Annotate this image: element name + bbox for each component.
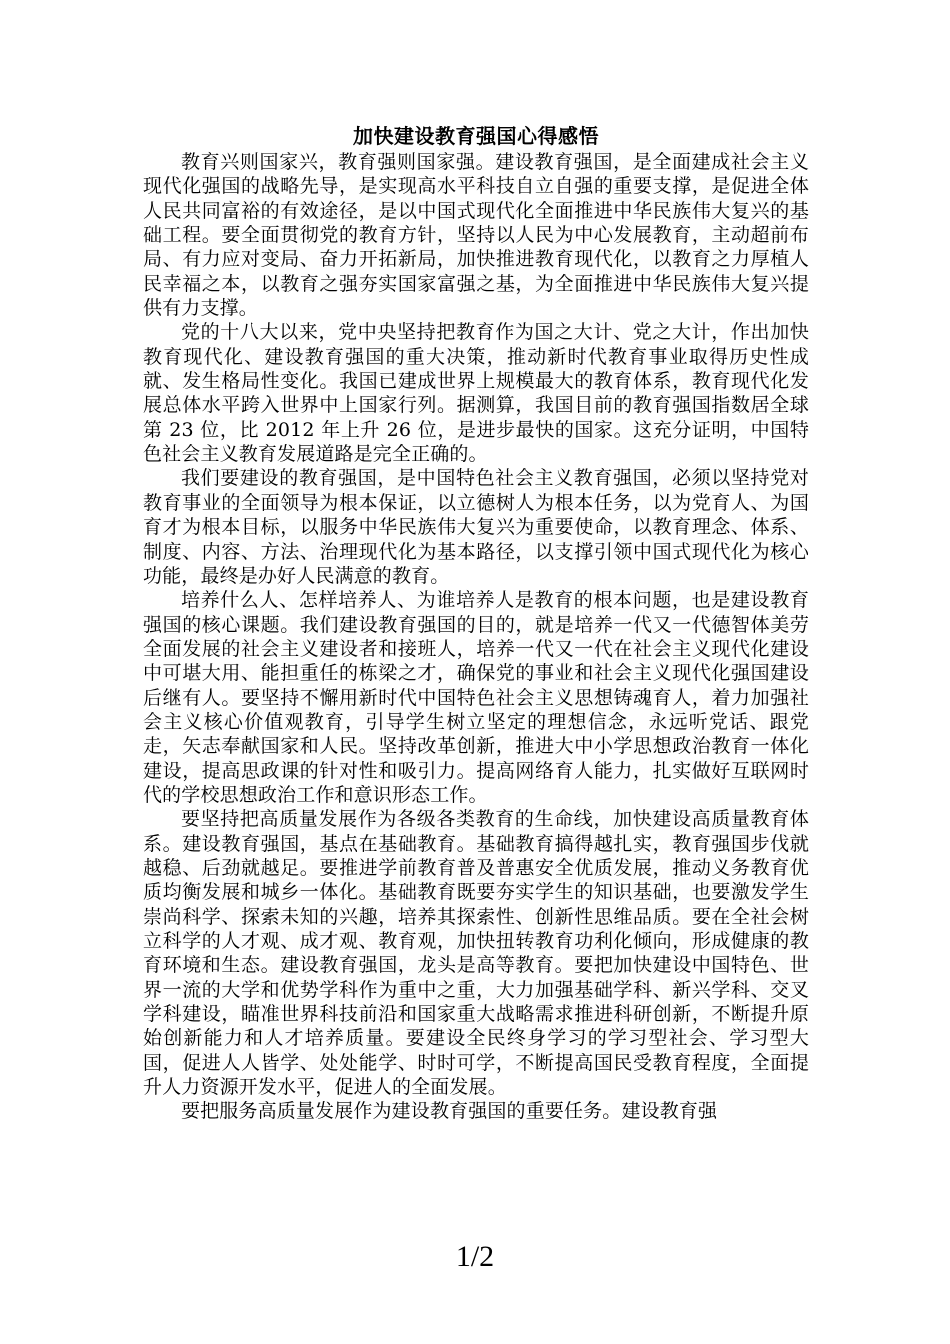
- paragraph-1: 教育兴则国家兴，教育强则国家强。建设教育强国，是全面建成社会主义现代化强国的战略先导，是实现高水平科技自立自强的重要支撑，是促进全体人民共同富裕的有效途径，是以中国式现代化全面推进中华民族伟大复兴的基础工程。要全面贯彻党的教育方针，坚持以人民为中心发展教育，主动超前布局、有力应对变局、奋力开拓新局，加快推进教育现代化，以教育之力厚植人民幸福之本，以教育之强夯实国家富强之基，为全面推进中华民族伟大复兴提供有力支撑。: [143, 151, 809, 320]
- page-number: 1/2: [455, 1240, 495, 1273]
- paragraph-5: 要坚持把高质量发展作为各级各类教育的生命线，加快建设高质量教育体系。建设教育强国，基点在基础教育。基础教育搞得越扎实，教育强国步伐就越稳、后劲就越足。要推进学前教育普及普惠安全优质发展，推动义务教育优质均衡发展和城乡一体化。基础教育既要夯实学生的知识基础，也要激发学生崇尚科学、探索未知的兴趣，培养其探索性、创新性思维品质。要在全社会树立科学的人才观、成才观、教育观，加快扭转教育功利化倾向，形成健康的教育环境和生态。建设教育强国，龙头是高等教育。要把加快建设中国特色、世界一流的大学和优势学科作为重中之重，大力加强基础学科、新兴学科、交叉学科建设，瞄准世界科技前沿和国家重大战略需求推进科研创新，不断提升原始创新能力和人才培养质量。要建设全民终身学习的学习型社会、学习型大国，促进人人皆学、处处能学、时时可学，不断提高国民受教育程度，全面提升人力资源开发水平，促进人的全面发展。: [143, 808, 809, 1099]
- paragraph-2: 党的十八大以来，党中央坚持把教育作为国之大计、党之大计，作出加快教育现代化、建设教育强国的重大决策，推动新时代教育事业取得历史性成就、发生格局性变化。我国已建成世界上规模最大的教育体系，教育现代化发展总体水平跨入世界中上国家行列。据测算，我国目前的教育强国指数居全球第 23 位，比 2012 年上升 26 位，是进步最快的国家。这充分证明，中国特色社会主义教育发展道路是完全正确的。: [143, 321, 809, 466]
- paragraph-6: 要把服务高质量发展作为建设教育强国的重要任务。建设教育强: [181, 1100, 718, 1123]
- paragraph-4: 培养什么人、怎样培养人、为谁培养人是教育的根本问题，也是建设教育强国的核心课题。我们建设教育强国的目的，就是培养一代又一代德智体美劳全面发展的社会主义建设者和接班人，培养一代又一代在社会主义现代化建设中可堪大用、能担重任的栋梁之才，确保党的事业和社会主义现代化强国建设后继有人。要坚持不懈用新时代中国特色社会主义思想铸魂育人，着力加强社会主义核心价值观教育，引导学生树立坚定的理想信念，永远听党话、跟党走，矢志奉献国家和人民。坚持改革创新，推进大中小学思想政治教育一体化建设，提高思政课的针对性和吸引力。提高网络育人能力，扎实做好互联网时代的学校思想政治工作和意识形态工作。: [143, 589, 809, 806]
- document-body: [143, 122, 809, 1124]
- document-title: 加快建设教育强国心得感悟: [353, 124, 599, 148]
- paragraph-3: 我们要建设的教育强国，是中国特色社会主义教育强国，必须以坚持党对教育事业的全面领导为根本保证，以立德树人为根本任务，以为党育人、为国育才为根本目标，以服务中华民族伟大复兴为重要使命，以教育理念、体系、制度、内容、方法、治理现代化为基本路径，以支撑引领中国式现代化为核心功能，最终是办好人民满意的教育。: [143, 467, 809, 587]
